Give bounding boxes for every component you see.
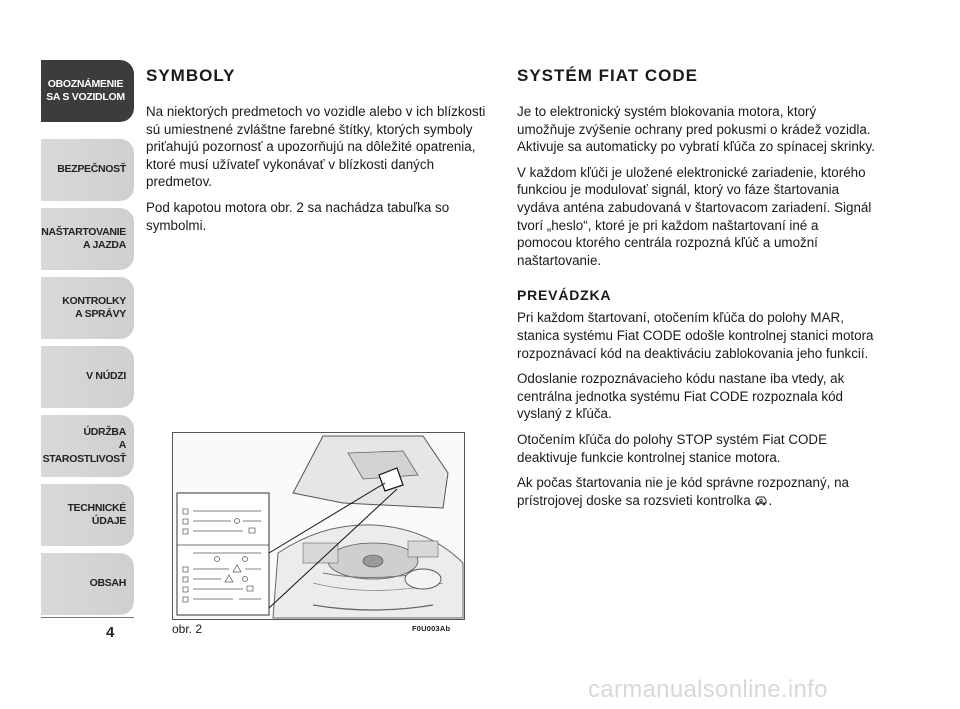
tab-label-line1: TECHNICKÉ <box>67 501 126 514</box>
tab-udrzba[interactable] <box>41 415 134 477</box>
tab-label-line1: ÚDRŽBA <box>83 426 126 439</box>
tab-label-line2: A JAZDA <box>82 239 126 251</box>
section-symboly <box>146 66 496 242</box>
tab-label-line2: ÚDAJE <box>91 515 126 527</box>
page-number: 4 <box>106 624 115 641</box>
tab-label-line1: OBOZNÁMENIE <box>47 77 124 90</box>
tab-label-line1: NAŠTARTOVANIE <box>41 225 126 238</box>
tab-label-line1: KONTROLKY <box>62 294 126 307</box>
paragraph: Pod kapotou motora obr. 2 sa nachádza tabuľka so symbolmi. <box>146 199 450 233</box>
section-fiat-code <box>517 66 877 517</box>
engine-bay-drawing <box>173 433 464 619</box>
tab-v-nudzi[interactable] <box>41 346 134 408</box>
watermark: carmanualsonline.info <box>588 676 828 703</box>
paragraph-text: Ak počas štartovania nie je kód správne rozpoznaný, na prístrojovej doske sa rozsvieti kontrolka <box>517 475 849 508</box>
tab-label-line1: BEZPEČNOSŤ <box>57 163 126 176</box>
tab-obsah[interactable] <box>41 553 134 615</box>
tab-oboznamenie[interactable] <box>41 60 134 122</box>
paragraph: Otočením kľúča do polohy STOP systém Fiat CODE deaktivuje funkcie kontrolnej stanice motora. <box>517 431 828 465</box>
tab-bezpecnost[interactable] <box>41 139 134 201</box>
tab-label-line1: OBSAH <box>89 577 126 590</box>
section-heading-fiat-code: SYSTÉM FIAT CODE <box>517 66 698 85</box>
sidebar-divider <box>41 617 134 618</box>
tab-label-line2: A STAROSTLIVOSŤ <box>42 439 127 465</box>
car-key-warning-icon <box>754 494 768 507</box>
paragraph: Odoslanie rozpoznávacieho kódu nastane iba vtedy, ak centrálna jednotka systému Fiat CODE rozpoznala kód vyslaný z kľúča. <box>517 371 845 422</box>
tab-technicke-udaje[interactable] <box>41 484 134 546</box>
section-heading-symboly: SYMBOLY <box>146 66 236 85</box>
paragraph-with-icon <box>517 474 877 509</box>
figure-caption: obr. 2 <box>172 622 203 636</box>
engine-bay-illustration <box>172 432 465 620</box>
tab-label-line2: SA S VOZIDLOM <box>46 91 125 103</box>
tab-label-line2: A SPRÁVY <box>75 308 126 320</box>
paragraph: Na niektorých predmetoch vo vozidle alebo v ich blízkosti sú umiestnené zvláštne farebné štítky, ktorých symboly priťahujú pozornosť a upozorňujú na dôležité opatrenia, ktoré musí užívateľ vykonávať v blízkosti daných predmetov. <box>146 104 486 190</box>
paragraph: Pri každom štartovaní, otočením kľúča do polohy MAR, stanica systému Fiat CODE odošle kontrolnej stanici motora rozpoznávací kód na deaktiváciu zablokovania jeho funkcií. <box>517 310 874 361</box>
paragraph: Je to elektronický systém blokovania motora, ktorý umožňuje zvýšenie ochrany pred pokusmi o krádež vozidla. Aktivuje sa automaticky po vybratí kľúča zo spínacej skrinky. <box>517 104 875 155</box>
tab-kontrolky[interactable] <box>41 277 134 339</box>
paragraph: V každom kľúči je uložené elektronické zariadenie, ktorého funkciou je modulovať signál, ktorý vo fáze štartovania vydáva anténa zabudovaná v štartovacom zariadení. Signál tvorí „heslo“, ktoré je pri každom naštartovaní iné a pomocou ktorého centrála rozpozná kľúč a umožní naštartovanie. <box>517 164 872 268</box>
subheading-prevadzka: PREVÁDZKA <box>517 287 612 304</box>
tab-nastartovanie[interactable] <box>41 208 134 270</box>
tab-label-line1: V NÚDZI <box>86 370 126 383</box>
paragraph-end: . <box>768 492 773 508</box>
figure-code: F0U003Ab <box>412 624 451 633</box>
